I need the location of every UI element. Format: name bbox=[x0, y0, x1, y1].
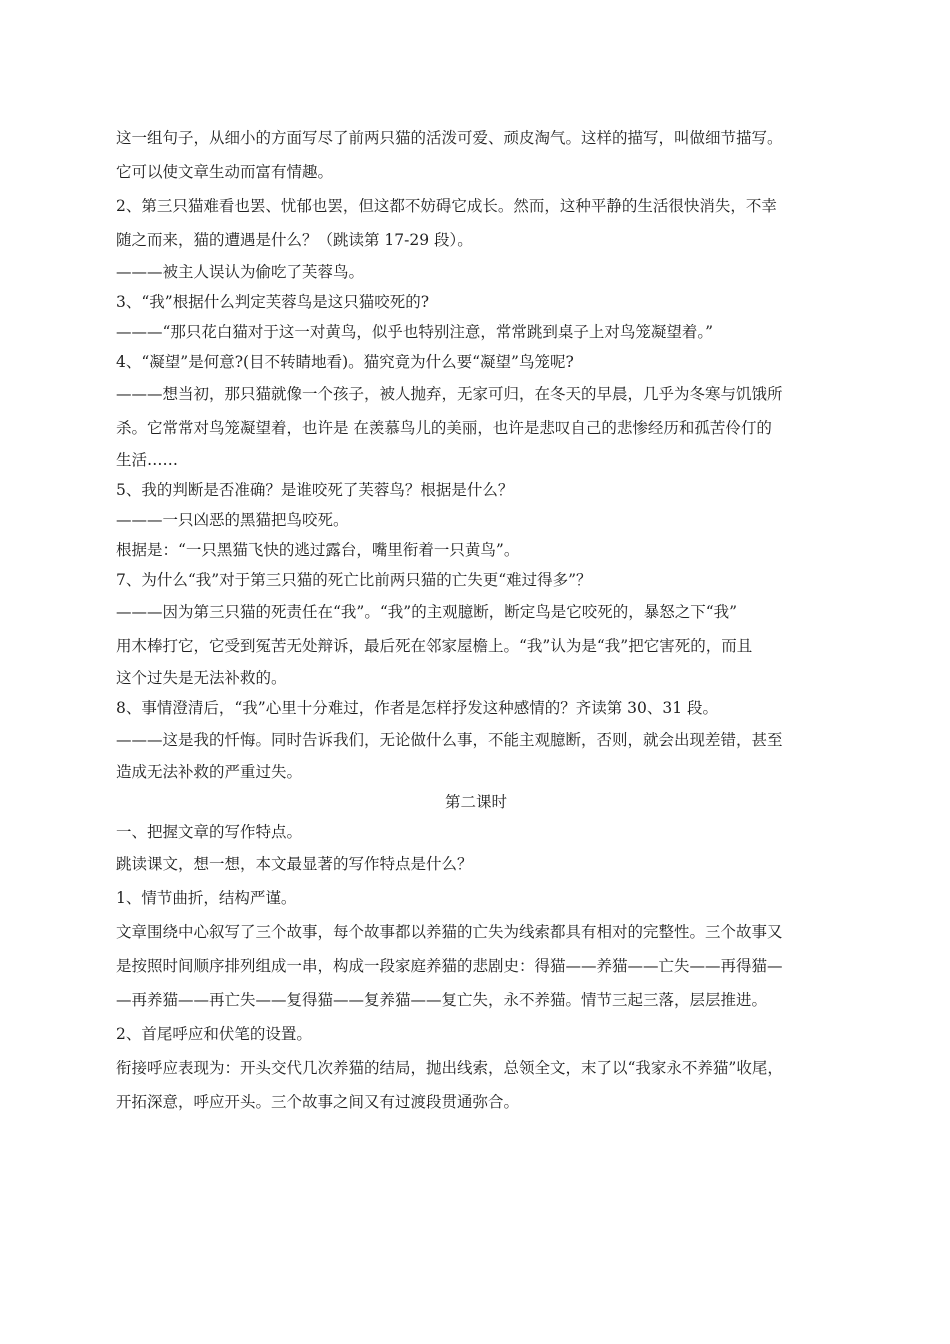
text-line: 跳读课文，想一想，本文最显著的写作特点是什么？ bbox=[116, 855, 473, 873]
text-line: 杀。它常常对鸟笼凝望着，也许是 在羡慕鸟儿的美丽，也许是悲叹自己的悲惨经历和孤苦伶仃的 bbox=[116, 419, 772, 437]
text-line: ———被主人误认为偷吃了芙蓉鸟。 bbox=[116, 263, 365, 281]
text-line: ———“那只花白猫对于这一对黄鸟，似乎也特别注意，常常跳到桌子上对鸟笼凝望着。” bbox=[116, 323, 714, 341]
text-line: ———想当初，那只猫就像一个孩子，被人抛弃，无家可归，在冬天的早晨，几乎为冬寒与饥饿所 bbox=[116, 385, 783, 403]
text-line: 7、为什么“我”对于第三只猫的死亡比前两只猫的亡失更“难过得多”？ bbox=[116, 571, 592, 589]
text-line: 2、第三只猫难看也罢、忧郁也罢，但这都不妨碍它成长。然而，这种平静的生活很快消失，不幸 bbox=[116, 197, 777, 215]
text-line: 用木棒打它，它受到冤苦无处辩诉，最后死在邻家屋檐上。“我”认为是“我”把它害死的，而且 bbox=[116, 637, 753, 655]
text-line: 3、“我”根据什么判定芙蓉鸟是这只猫咬死的? bbox=[116, 293, 430, 311]
text-line: 这一组句子，从细小的方面写尽了前两只猫的活泼可爱、顽皮淘气。这样的描写，叫做细节描写。 bbox=[116, 129, 783, 147]
text-line: 这个过失是无法补救的。 bbox=[116, 669, 287, 687]
text-line: 生活…… bbox=[116, 451, 179, 469]
text-line: ———这是我的忏悔。同时告诉我们，无论做什么事，不能主观臆断，否则，就会出现差错，甚至 bbox=[116, 731, 783, 749]
text-line: 一、把握文章的写作特点。 bbox=[116, 823, 303, 841]
text-line: 4、“凝望”是何意?(目不转睛地看)。猫究竟为什么要“凝望”鸟笼呢? bbox=[116, 353, 574, 371]
text-line: 开拓深意，呼应开头。三个故事之间又有过渡段贯通弥合。 bbox=[116, 1093, 520, 1111]
text-line: 文章围绕中心叙写了三个故事，每个故事都以养猫的亡失为线索都具有相对的完整性。三个故事又 bbox=[116, 923, 783, 941]
text-line: 造成无法补救的严重过失。 bbox=[116, 763, 303, 781]
text-line: 它可以使文章生动而富有情趣。 bbox=[116, 163, 334, 181]
section-heading: 第二课时 bbox=[444, 793, 507, 811]
text-line: —再养猫——再亡失——复得猫——复养猫——复亡失，永不养猫。情节三起三落，层层推进。 bbox=[116, 991, 768, 1009]
text-line: 1、情节曲折，结构严谨。 bbox=[116, 889, 297, 907]
text-line: 是按照时间顺序排列组成一串，构成一段家庭养猫的悲剧史：得猫——养猫——亡失——再得猫— bbox=[116, 957, 783, 975]
text-line: 2、首尾呼应和伏笔的设置。 bbox=[116, 1025, 312, 1043]
text-line: ———一只凶恶的黑猫把鸟咬死。 bbox=[116, 511, 349, 529]
text-line: 8、事情澄清后，“我”心里十分难过，作者是怎样抒发这种感情的？齐读第 30、31 段。 bbox=[116, 699, 719, 717]
text-line: 随之而来，猫的遭遇是什么？（跳读第 17-29 段）。 bbox=[116, 231, 473, 249]
document-body bbox=[116, 121, 836, 1119]
text-line: 衔接呼应表现为：开头交代几次养猫的结局，抛出线索，总领全文，末了以“我家永不养猫”收尾， bbox=[116, 1059, 783, 1077]
text-line: ———因为第三只猫的死责任在“我”。“我”的主观臆断，断定鸟是它咬死的，暴怒之下“我” bbox=[116, 603, 738, 621]
text-line: 根据是：“一只黑猫飞快的逃过露台，嘴里衔着一只黄鸟”。 bbox=[116, 541, 520, 559]
text-line: 5、我的判断是否准确？是谁咬死了芙蓉鸟？根据是什么？ bbox=[116, 481, 514, 499]
